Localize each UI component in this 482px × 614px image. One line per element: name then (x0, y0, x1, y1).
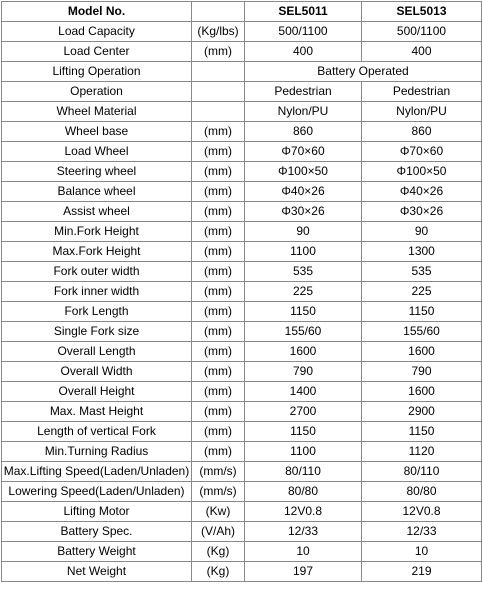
row-label: Load Wheel (2, 142, 192, 162)
row-label: Assist wheel (2, 202, 192, 222)
table-row (2, 502, 482, 522)
table-row (2, 382, 482, 402)
row-value-model-a: Φ70×60 (245, 142, 362, 162)
row-value-model-b: 860 (362, 122, 482, 142)
row-unit: (mm) (192, 422, 245, 442)
row-label: Lowering Speed(Laden/Unladen) (2, 482, 192, 502)
row-value-model-a: 860 (245, 122, 362, 142)
row-value-model-b: 1300 (362, 242, 482, 262)
row-value-model-a: 90 (245, 222, 362, 242)
row-value-model-a: 1150 (245, 302, 362, 322)
row-label: Single Fork size (2, 322, 192, 342)
row-value-model-a: 400 (245, 42, 362, 62)
row-unit: (mm) (192, 222, 245, 242)
row-value-model-b: Nylon/PU (362, 102, 482, 122)
row-unit: (mm) (192, 122, 245, 142)
table-row (2, 42, 482, 62)
row-unit: (Kg) (192, 542, 245, 562)
table-row (2, 202, 482, 222)
table-row (2, 222, 482, 242)
row-value-model-b: 80/80 (362, 482, 482, 502)
row-label: Battery Weight (2, 542, 192, 562)
table-row (2, 522, 482, 542)
row-unit: (mm) (192, 362, 245, 382)
row-unit: (mm) (192, 282, 245, 302)
table-row (2, 542, 482, 562)
row-value-model-a: 500/1100 (245, 22, 362, 42)
row-label: Max. Mast Height (2, 402, 192, 422)
row-value-model-b: 535 (362, 262, 482, 282)
row-value-model-a: 155/60 (245, 322, 362, 342)
row-label: Wheel Material (2, 102, 192, 122)
row-value-model-b: 400 (362, 42, 482, 62)
row-label: Battery Spec. (2, 522, 192, 542)
row-unit (192, 102, 245, 122)
row-label: Load Capacity (2, 22, 192, 42)
row-label: Min.Turning Radius (2, 442, 192, 462)
row-unit: (Kg) (192, 562, 245, 582)
table-row (2, 102, 482, 122)
row-label: Fork Length (2, 302, 192, 322)
row-label: Load Center (2, 42, 192, 62)
row-unit: (mm) (192, 202, 245, 222)
row-unit: (mm/s) (192, 482, 245, 502)
row-value-model-a: 1100 (245, 442, 362, 462)
row-label: Fork inner width (2, 282, 192, 302)
table-row (2, 162, 482, 182)
table-row (2, 142, 482, 162)
row-value-model-a: 2700 (245, 402, 362, 422)
row-value-model-a: 535 (245, 262, 362, 282)
row-unit (192, 82, 245, 102)
row-value-model-a: Nylon/PU (245, 102, 362, 122)
row-value-model-b: 155/60 (362, 322, 482, 342)
row-unit: (mm) (192, 162, 245, 182)
table-row (2, 562, 482, 582)
row-unit: (V/Ah) (192, 522, 245, 542)
row-label: Max.Fork Height (2, 242, 192, 262)
row-label: Wheel base (2, 122, 192, 142)
row-unit (192, 62, 245, 82)
table-row (2, 262, 482, 282)
table-row (2, 422, 482, 442)
row-value-model-b: 90 (362, 222, 482, 242)
row-value-model-a: 12/33 (245, 522, 362, 542)
row-label: Min.Fork Height (2, 222, 192, 242)
row-value-model-a: 1400 (245, 382, 362, 402)
unit-header (192, 2, 245, 22)
row-unit: (mm) (192, 322, 245, 342)
row-value-model-a: 790 (245, 362, 362, 382)
row-label: Lifting Motor (2, 502, 192, 522)
row-label: Fork outer width (2, 262, 192, 282)
row-value-model-b: Φ70×60 (362, 142, 482, 162)
row-label: Net Weight (2, 562, 192, 582)
row-unit: (mm) (192, 342, 245, 362)
row-value-model-a: 225 (245, 282, 362, 302)
row-label: Length of vertical Fork (2, 422, 192, 442)
row-value-model-b: Φ100×50 (362, 162, 482, 182)
row-value-model-b: 500/1100 (362, 22, 482, 42)
row-value-model-a: Φ100×50 (245, 162, 362, 182)
row-value-model-a: 10 (245, 542, 362, 562)
model-label-header: Model No. (2, 2, 192, 22)
row-value-model-b: 80/110 (362, 462, 482, 482)
table-row (2, 82, 482, 102)
row-value-model-a: 1100 (245, 242, 362, 262)
table-row (2, 182, 482, 202)
row-unit: (mm/s) (192, 462, 245, 482)
row-value-model-b: 2900 (362, 402, 482, 422)
row-label: Balance wheel (2, 182, 192, 202)
table-row (2, 322, 482, 342)
row-value-model-a: 1150 (245, 422, 362, 442)
table-row (2, 242, 482, 262)
row-label: Operation (2, 82, 192, 102)
row-value-model-b: 1600 (362, 342, 482, 362)
row-unit: (Kg/lbs) (192, 22, 245, 42)
row-unit: (mm) (192, 42, 245, 62)
table-row (2, 22, 482, 42)
header-row (2, 2, 482, 22)
row-value-model-b: 12/33 (362, 522, 482, 542)
row-unit: (mm) (192, 382, 245, 402)
model-a-header: SEL5011 (245, 2, 362, 22)
row-unit: (mm) (192, 402, 245, 422)
row-value-model-b: Φ40×26 (362, 182, 482, 202)
table-row (2, 302, 482, 322)
table-row (2, 62, 482, 82)
row-value-model-b: 12V0.8 (362, 502, 482, 522)
row-unit: (mm) (192, 442, 245, 462)
row-value-model-a: 80/110 (245, 462, 362, 482)
row-label: Max.Lifting Speed(Laden/Unladen) (2, 462, 192, 482)
row-unit: (Kw) (192, 502, 245, 522)
row-label: Overall Height (2, 382, 192, 402)
row-value-model-b: 1600 (362, 382, 482, 402)
spec-table (1, 1, 482, 582)
table-row (2, 402, 482, 422)
row-value-model-a: Φ40×26 (245, 182, 362, 202)
row-value-model-b: 10 (362, 542, 482, 562)
row-label: Lifting Operation (2, 62, 192, 82)
model-b-header: SEL5013 (362, 2, 482, 22)
row-label: Overall Width (2, 362, 192, 382)
row-value-model-a: 1600 (245, 342, 362, 362)
table-row (2, 482, 482, 502)
table-row (2, 462, 482, 482)
row-unit: (mm) (192, 182, 245, 202)
row-unit: (mm) (192, 142, 245, 162)
row-value-model-a: 80/80 (245, 482, 362, 502)
table-row (2, 122, 482, 142)
row-unit: (mm) (192, 302, 245, 322)
row-unit: (mm) (192, 242, 245, 262)
table-row (2, 442, 482, 462)
row-value-model-a: Φ30×26 (245, 202, 362, 222)
row-value-model-b: 225 (362, 282, 482, 302)
row-value-model-b: 1120 (362, 442, 482, 462)
row-value-model-b: Φ30×26 (362, 202, 482, 222)
row-value-model-b: 790 (362, 362, 482, 382)
row-value-merged: Battery Operated (245, 62, 482, 82)
row-value-model-b: 1150 (362, 302, 482, 322)
table-row (2, 342, 482, 362)
row-value-model-b: 219 (362, 562, 482, 582)
row-label: Overall Length (2, 342, 192, 362)
table-row (2, 282, 482, 302)
row-value-model-a: 197 (245, 562, 362, 582)
row-value-model-a: 12V0.8 (245, 502, 362, 522)
table-row (2, 362, 482, 382)
row-value-model-b: 1150 (362, 422, 482, 442)
row-unit: (mm) (192, 262, 245, 282)
row-value-model-a: Pedestrian (245, 82, 362, 102)
spec-table-body (2, 2, 482, 582)
row-value-model-b: Pedestrian (362, 82, 482, 102)
row-label: Steering wheel (2, 162, 192, 182)
